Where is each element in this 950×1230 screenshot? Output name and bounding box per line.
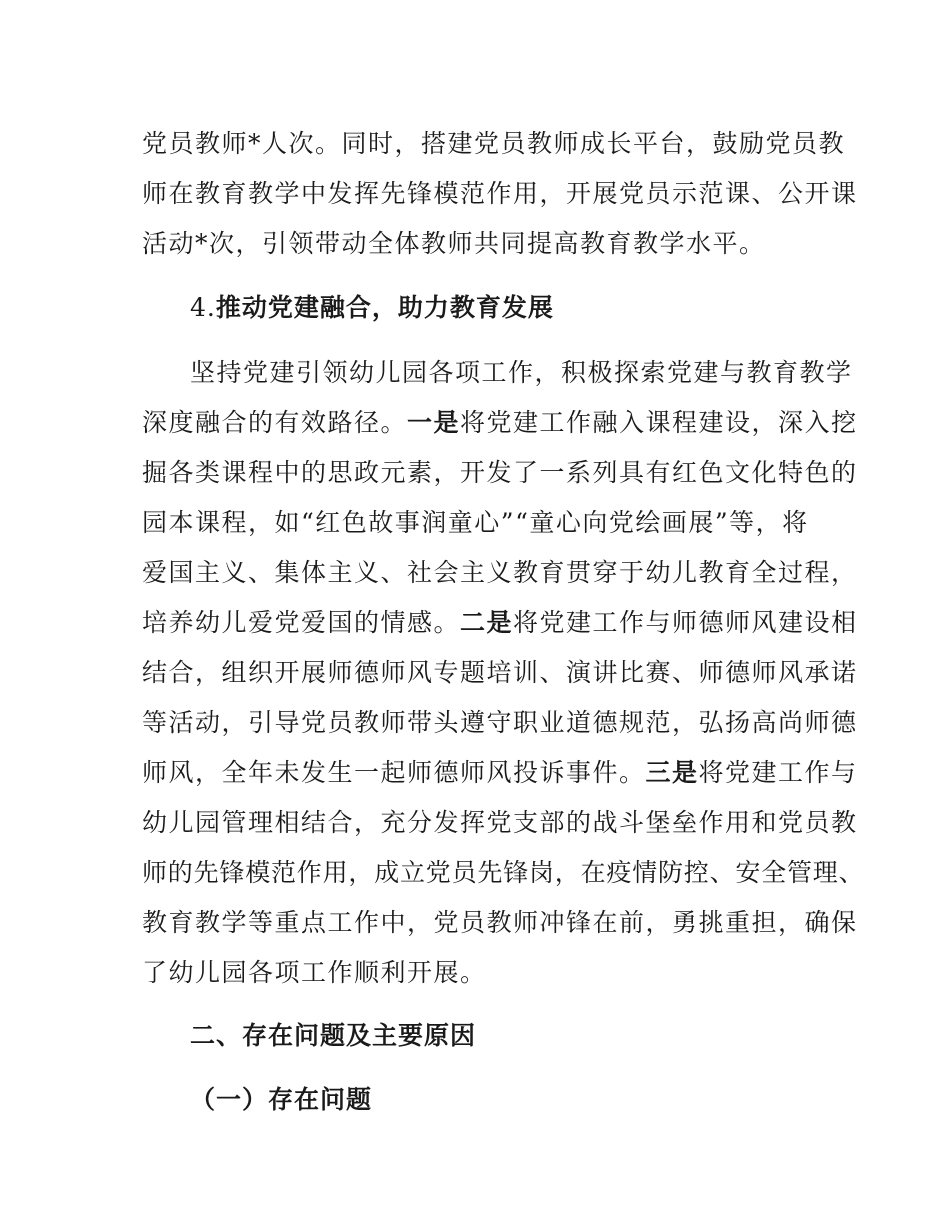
para1-line-2: 师在教育教学中发挥先锋模范作用，开展党员示范课、公开课 <box>142 179 858 208</box>
heading-title: 推动党建融合，助力教育发展 <box>215 293 554 322</box>
para2-line-2 <box>142 407 858 439</box>
para2-line-5: 爱国主义、集体主义、社会主义教育贯穿于幼儿教育全过程， <box>142 558 858 587</box>
text-run: 将党建工作融入课程建设，深入挖 <box>460 408 858 437</box>
text-run: 培养幼儿爱党爱国的情感。 <box>142 608 461 637</box>
para2-line-12: 教育教学等重点工作中，党员教师冲锋在前，勇挑重担，确保 <box>142 908 858 937</box>
para2-line-8: 等活动，引导党员教师带头遵守职业道德规范，弘扬高尚师德 <box>142 708 858 737</box>
para2-line-4: 园本课程，如“红色故事润童心”“童心向党绘画展”等，将 <box>142 508 809 537</box>
para2-line-3: 掘各类课程中的思政元素，开发了一系列具有红色文化特色的 <box>142 458 858 487</box>
para2-line-13: 了幼儿园各项工作顺利开展。 <box>142 958 487 987</box>
emphasis-first: 一是 <box>407 408 461 437</box>
text-run: 深度融合的有效路径。 <box>142 408 408 437</box>
para2-line-7: 结合，组织开展师德师风专题培训、演讲比赛、师德师风承诺 <box>142 658 858 687</box>
heading-number: 4. <box>190 293 216 322</box>
subsection-heading-1: （一）存在问题 <box>190 1085 373 1114</box>
para1-line-1: 党员教师*人次。同时，搭建党员教师成长平台，鼓励党员教 <box>142 129 846 158</box>
text-run: 师风，全年未发生一起师德师风投诉事件。 <box>142 758 646 787</box>
section-heading-2: 二、存在问题及主要原因 <box>190 1021 477 1050</box>
para1-line-3: 活动*次，引领带动全体教师共同提高教育教学水平。 <box>142 229 766 258</box>
section-heading-4 <box>190 292 554 324</box>
emphasis-third: 三是 <box>645 758 699 787</box>
para2-line-9 <box>142 757 858 789</box>
para2-line-1: 坚持党建引领幼儿园各项工作，积极探索党建与教育教学 <box>190 358 853 387</box>
para2-line-6 <box>142 607 858 639</box>
para2-line-10: 幼儿园管理相结合，充分发挥党支部的战斗堡垒作用和党员教 <box>142 808 858 837</box>
text-run: 将党建工作与师德师风建设相 <box>513 608 858 637</box>
para2-line-11: 师的先锋模范作用，成立党员先锋岗，在疫情防控、安全管理、 <box>142 858 865 887</box>
emphasis-second: 二是 <box>460 608 514 637</box>
text-run: 将党建工作与 <box>698 758 858 787</box>
